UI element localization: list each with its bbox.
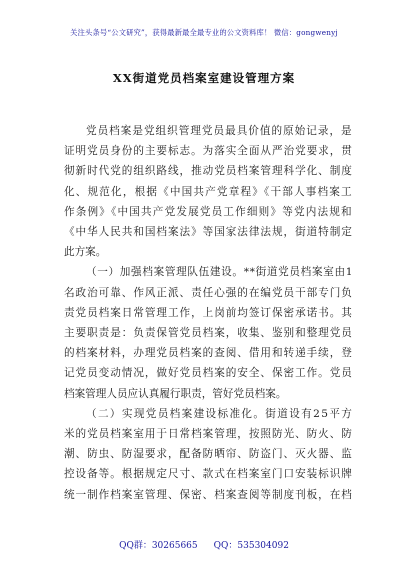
paragraph-1-line-5: 作条例》《中国共产党发展党员工作细则》等党内法规和	[64, 205, 353, 218]
paragraph-1-line-4: 化、规范化，根据《中国共产党章程》《干部人事档案工	[64, 185, 353, 198]
paragraph-2-line-1: （一）加强档案管理队伍建设。**街道党员档案室由1	[86, 266, 354, 279]
paragraph-3-line-3: 潮、防虫、防湿要求，配备防晒帘、防盗门、灭火器、监	[64, 448, 353, 461]
paragraph-2-line-4: 主要职责是：负责保管党员档案，收集、鉴别和整理党员	[64, 327, 353, 339]
paragraph-1-line-2: 证明党员身份的主要标志。为落实全面从严治党要求，贯	[64, 145, 353, 158]
paragraph-2-line-3: 责党员档案日常管理工作，上岗前均签订保密承诺书。其	[64, 306, 353, 319]
footer-contact	[0, 538, 408, 551]
footer-qq-group: QQ群：30265665	[119, 541, 198, 551]
header-banner: 关注头条号“公文研究”，获得最新最全最专业的公文资料库！ 微信：gongwenyj	[70, 28, 338, 37]
paragraph-3-line-4: 控设备等。根据规定尺寸、款式在档案室门口安装标识牌	[64, 468, 353, 481]
paragraph-2-line-2: 名政治可靠、作风正派、责任心强的在编党员干部专门负	[64, 286, 353, 299]
paragraph-3-line-1: （二）实现党员档案建设标准化。街道设有25平方	[86, 407, 354, 420]
paragraph-2-line-7: 档案管理人员应认真履行职责，管好党员档案。	[64, 387, 287, 400]
paragraph-3-line-5: 统一制作档案室管理、保密、档案查阅等制度刊板，在档	[64, 488, 353, 501]
paragraph-2-line-5: 的档案材料，办理党员档案的查阅、借用和转递手续，登	[64, 347, 353, 360]
paragraph-1-line-1: 党员档案是党组织管理党员最具价值的原始记录，是	[86, 125, 353, 137]
paragraph-3-line-2: 米的党员档案室用于日常档案管理，按照防光、防火、防	[64, 428, 353, 440]
document-title: XX街道党员档案室建设管理方案	[112, 71, 296, 85]
footer-qq: QQ：535304092	[213, 541, 289, 551]
paragraph-1-line-7: 此方案。	[64, 246, 107, 259]
paragraph-2-line-6: 记党员变动情况，做好党员档案的安全、保密工作。党员	[64, 367, 353, 380]
paragraph-1-line-3: 彻新时代党的组织路线，推动党员档案管理科学化、制度	[64, 165, 353, 178]
paragraph-1-line-6: 《中华人民共和国档案法》等国家法律法规，街道特制定	[64, 226, 353, 238]
